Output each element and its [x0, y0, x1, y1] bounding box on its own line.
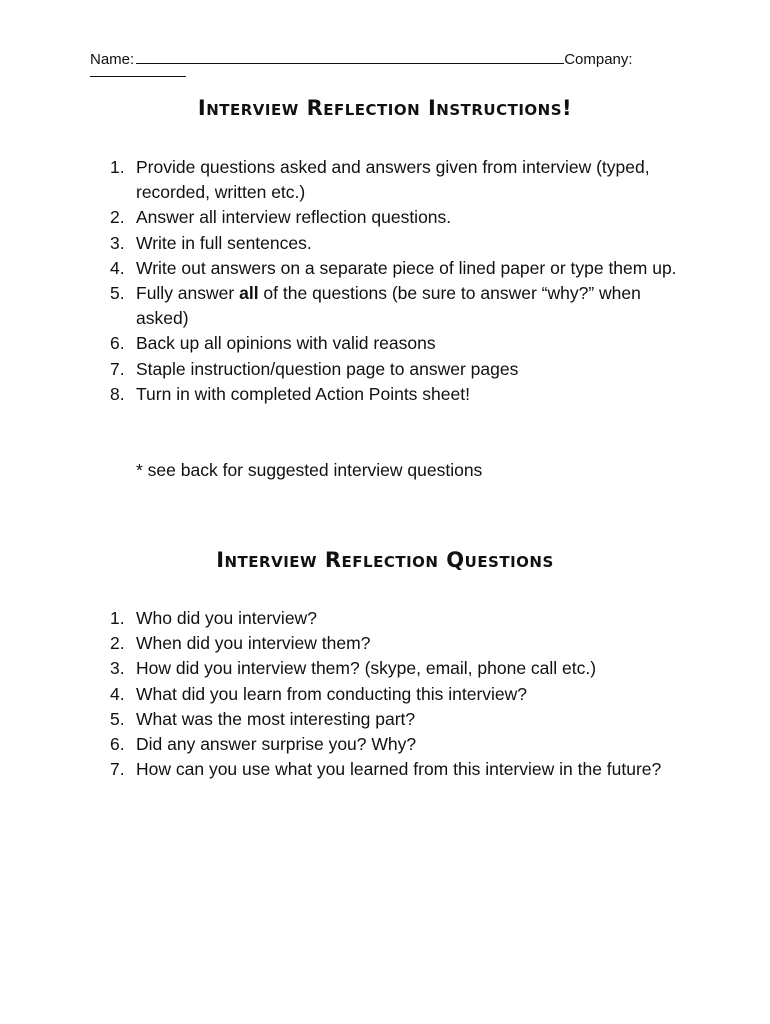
item-number: 1.: [110, 157, 125, 177]
questions-heading: Interview Reflection Questions: [216, 548, 554, 572]
item-text: How did you interview them? (skype, email, phone call etc.): [136, 658, 597, 679]
list-item: [110, 281, 690, 331]
list-item: [110, 732, 690, 757]
item-text: What was the most interesting part?: [136, 708, 416, 729]
item-text: Provide questions asked and answers given from interview (typed, recorded, written etc.): [136, 157, 650, 203]
item-number: 5.: [110, 283, 125, 304]
item-number: 7.: [110, 358, 125, 379]
instructions-list: [110, 155, 690, 407]
header-fields: [90, 46, 690, 77]
item-number: 1.: [110, 608, 125, 628]
name-blank-line: [136, 49, 564, 64]
list-item: [110, 631, 690, 656]
list-item: [110, 656, 690, 681]
back-page-note: * see back for suggested interview questions: [136, 460, 483, 480]
item-text: When did you interview them?: [136, 633, 371, 654]
item-text-bold: all: [239, 283, 259, 304]
item-text: Write in full sentences.: [136, 232, 312, 253]
item-number: 4.: [110, 683, 125, 704]
list-item: [110, 331, 690, 356]
item-text: Did any answer surprise you? Why?: [136, 734, 417, 755]
item-number: 3.: [110, 232, 125, 253]
item-text: Back up all opinions with valid reasons: [136, 333, 436, 354]
list-item: [110, 606, 690, 631]
list-item: [110, 757, 690, 782]
item-number: 4.: [110, 257, 125, 278]
list-item: [110, 357, 690, 382]
item-text: What did you learn from conducting this interview?: [136, 683, 528, 704]
list-item: [110, 205, 690, 230]
item-text: How can you use what you learned from this interview in the future?: [136, 759, 662, 780]
list-item: [110, 231, 690, 256]
list-item: [110, 256, 690, 281]
list-item: [110, 682, 690, 707]
item-text: Write out answers on a separate piece of lined paper or type them up.: [136, 257, 677, 278]
item-text: Who did you interview?: [136, 608, 317, 628]
list-item: [110, 155, 690, 205]
item-number: 2.: [110, 207, 125, 228]
item-text: Answer all interview reflection questions.: [136, 207, 452, 228]
item-number: 6.: [110, 333, 125, 354]
list-item: [110, 707, 690, 732]
item-text-after: of the questions (be sure to answer “why?” when asked): [136, 283, 641, 329]
company-label: Company:: [564, 51, 633, 68]
item-text: Staple instruction/question page to answer pages: [136, 358, 519, 379]
item-number: 8.: [110, 383, 125, 404]
instructions-heading: Interview Reflection Instructions!: [197, 96, 573, 120]
item-text: Turn in with completed Action Points sheet!: [136, 383, 470, 404]
name-label: Name:: [90, 51, 135, 68]
header-row: [90, 46, 690, 74]
questions-list: [110, 606, 690, 782]
item-number: 2.: [110, 633, 125, 654]
item-number: 3.: [110, 658, 125, 679]
item-number: 7.: [110, 759, 125, 780]
item-text-before: Fully answer: [136, 283, 240, 304]
list-item: [110, 382, 690, 407]
item-number: 5.: [110, 708, 125, 729]
item-number: 6.: [110, 734, 125, 755]
